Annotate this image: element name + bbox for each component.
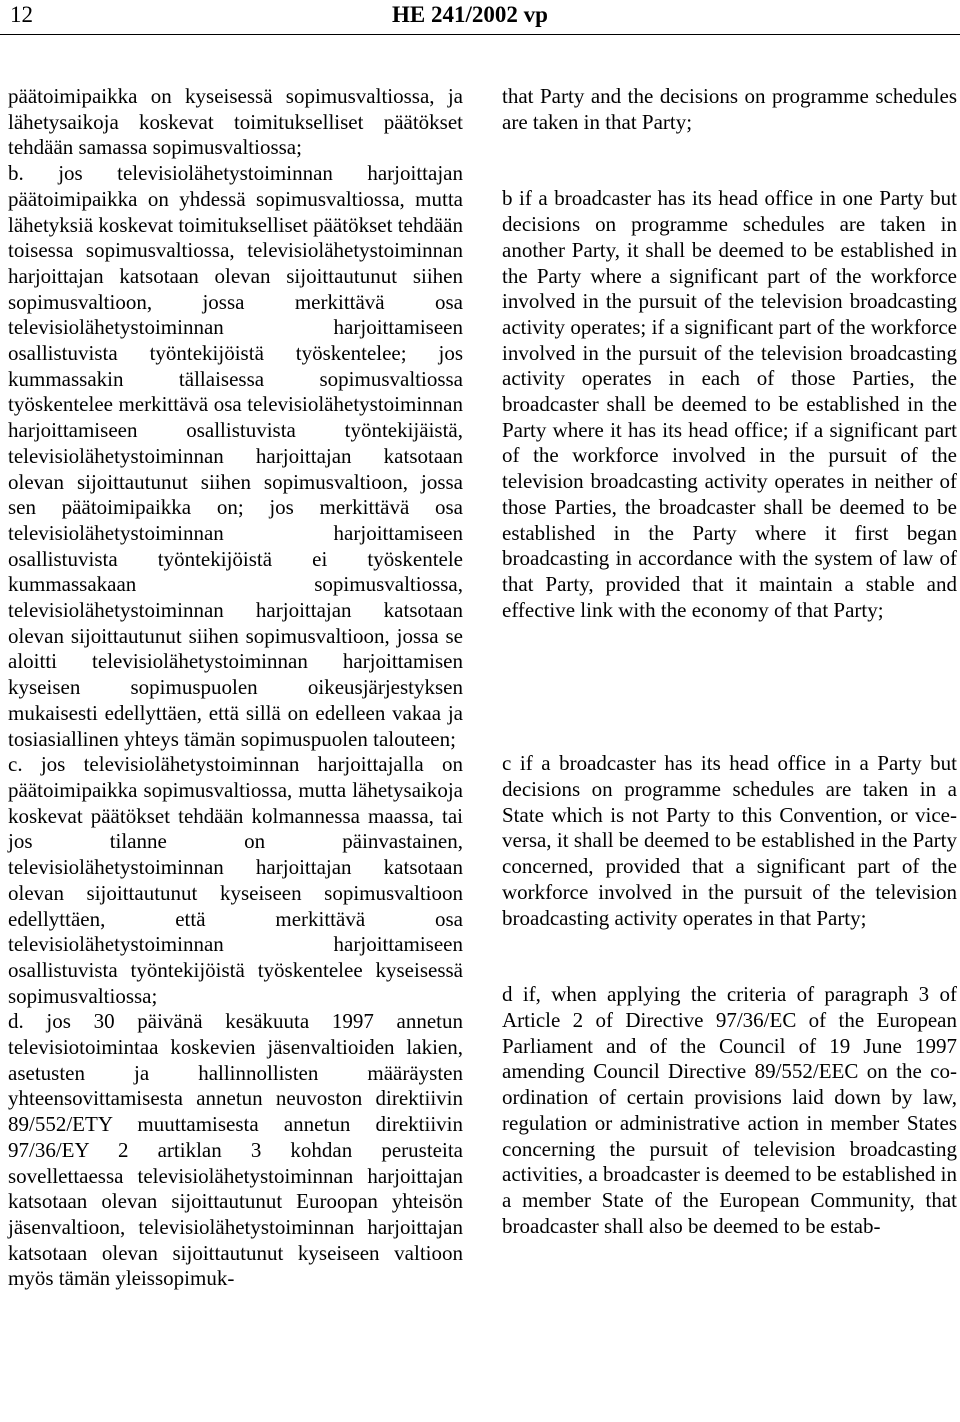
right-paragraph-b: b if a broadcaster has its head office in one Party but decisions on programme schedules are taken in another Party, it shall be deemed to be established in the Party where a significant part of the workforce involved in the pursuit of the television broadcasting activity operates; if a significant part of the workforce involved in the pursuit of the television broadcasting activity operates in each of those Parties, the broadcaster shall be deemed to be established in the Party where it has its head office; if a significant part of the workforce involved in the pursuit of the television broadcasting activity operates in neither of those Parties, the broadcaster shall be deemed to be established in the Party where it first began broadcasting in accordance with the system of law of that Party, provided that it maintain a stable and effective link with the economy of that Party; (502, 186, 957, 622)
header-rule (0, 34, 960, 35)
right-paragraph-a-end: that Party and the decisions on programme schedules are taken in that Party; (502, 84, 957, 134)
page-header (0, 0, 960, 36)
left-paragraph-d: d. jos 30 päivänä kesäkuuta 1997 annetun televisiotoimintaa koskevien jäsenvaltioiden lakien, asetusten ja hallinnollisten määräysten yhteensovittamisesta annetun neuvoston direktiivin 89/552/ETY muuttamisesta annetun direktiivin 97/36/EY 2 artiklan 3 kohdan perusteita sovellettaessa televisiolähetystoiminnan harjoittajan katsotaan olevan sijoittautunut Euroopan yhteisön jäsenvaltioon, televisiolähetystoiminnan harjoittajan katsotaan olevan sijoittautunut kyseiseen valtioon myös tämän yleissopimuk- (8, 1009, 463, 1291)
left-paragraph-a-end: päätoimipaikka on kyseisessä sopimusvaltiossa, ja lähetysaikoja koskevat toimitukselliset päätökset tehdään samassa sopimusvaltiossa; (8, 84, 463, 160)
document-id: HE 241/2002 vp (392, 2, 548, 27)
left-paragraph-b: b. jos televisiolähetystoiminnan harjoittajan päätoimipaikka on yhdessä sopimusvaltiossa, mutta lähetyksiä koskevat toimitukselliset päätökset tehdään toisessa sopimusvaltiossa, televisiolähetystoiminnan harjoittajan katsotaan olevan sijoittautunut siihen sopimusvaltioon, jossa merkittävä osa televisiolähetystoiminnan harjoittamiseen osallistuvista työntekijöistä työskentelee; jos kummassakin tällaisessa sopimusvaltiossa työskentelee merkittävä osa televisiolähetystoiminnan harjoittamiseen osallistuvista työntekijäistä, televisiolähetystoiminnan harjoittajan katsotaan olevan sijoittautunut siihen sopimusvaltioon, jossa sen päätoimipaikka on; jos merkittävä osa televisiolähetystoiminnan harjoittamiseen osallistuvista työntekijöistä ei työskentele kummassakaan sopimusvaltiossa, televisiolähetystoiminnan harjoittajan katsotaan olevan sijoittautunut siihen sopimusvaltioon, jossa se aloitti televisiolähetystoiminnan harjoittamisen kyseisen sopimuspuolen oikeusjärjestyksen mukaisesti edellyttäen, että sillä on edelleen vakaa ja tosiasiallinen yhteys tämän sopimuspuolen talouteen; (8, 161, 463, 751)
left-paragraph-c: c. jos televisiolähetystoiminnan harjoittajalla on päätoimipaikka sopimusvaltiossa, mutta lähetysaikoja koskevat päätökset tehdään kolmannessa maassa, tai jos tilanne on päinvastainen, televisiolähetystoiminnan harjoittajan katsotaan olevan sijoittautunut kyseiseen sopimusvaltioon edellyttäen, että merkittävä osa televisiolähetystoiminnan harjoittamiseen osallistuvista työntekijöistä työskentelee kyseisessä sopimusvaltiossa; (8, 752, 463, 1008)
right-paragraph-d: d if, when applying the criteria of paragraph 3 of Article 2 of Directive 97/36/EC of the European Parliament and of the Council of 19 June 1997 amending Council Directive 89/552/EEC on the co-ordination of certain provisions laid down by law, regulation or administrative action in member States concerning the pursuit of television broadcasting activities, a broadcaster is deemed to be established in a member State of the European Community, that broadcaster shall also be deemed to be estab- (502, 982, 957, 1238)
right-paragraph-c: c if a broadcaster has its head office in a Party but decisions on programme schedules are taken in a State which is not Party to this Convention, or vice-versa, it shall be deemed to be established in the Party concerned, provided that a significant part of the workforce involved in the pursuit of the television broadcasting activity operates in that Party; (502, 751, 957, 930)
english-column (502, 84, 957, 1239)
page-number: 12 (10, 2, 33, 27)
finnish-column (8, 84, 463, 1292)
